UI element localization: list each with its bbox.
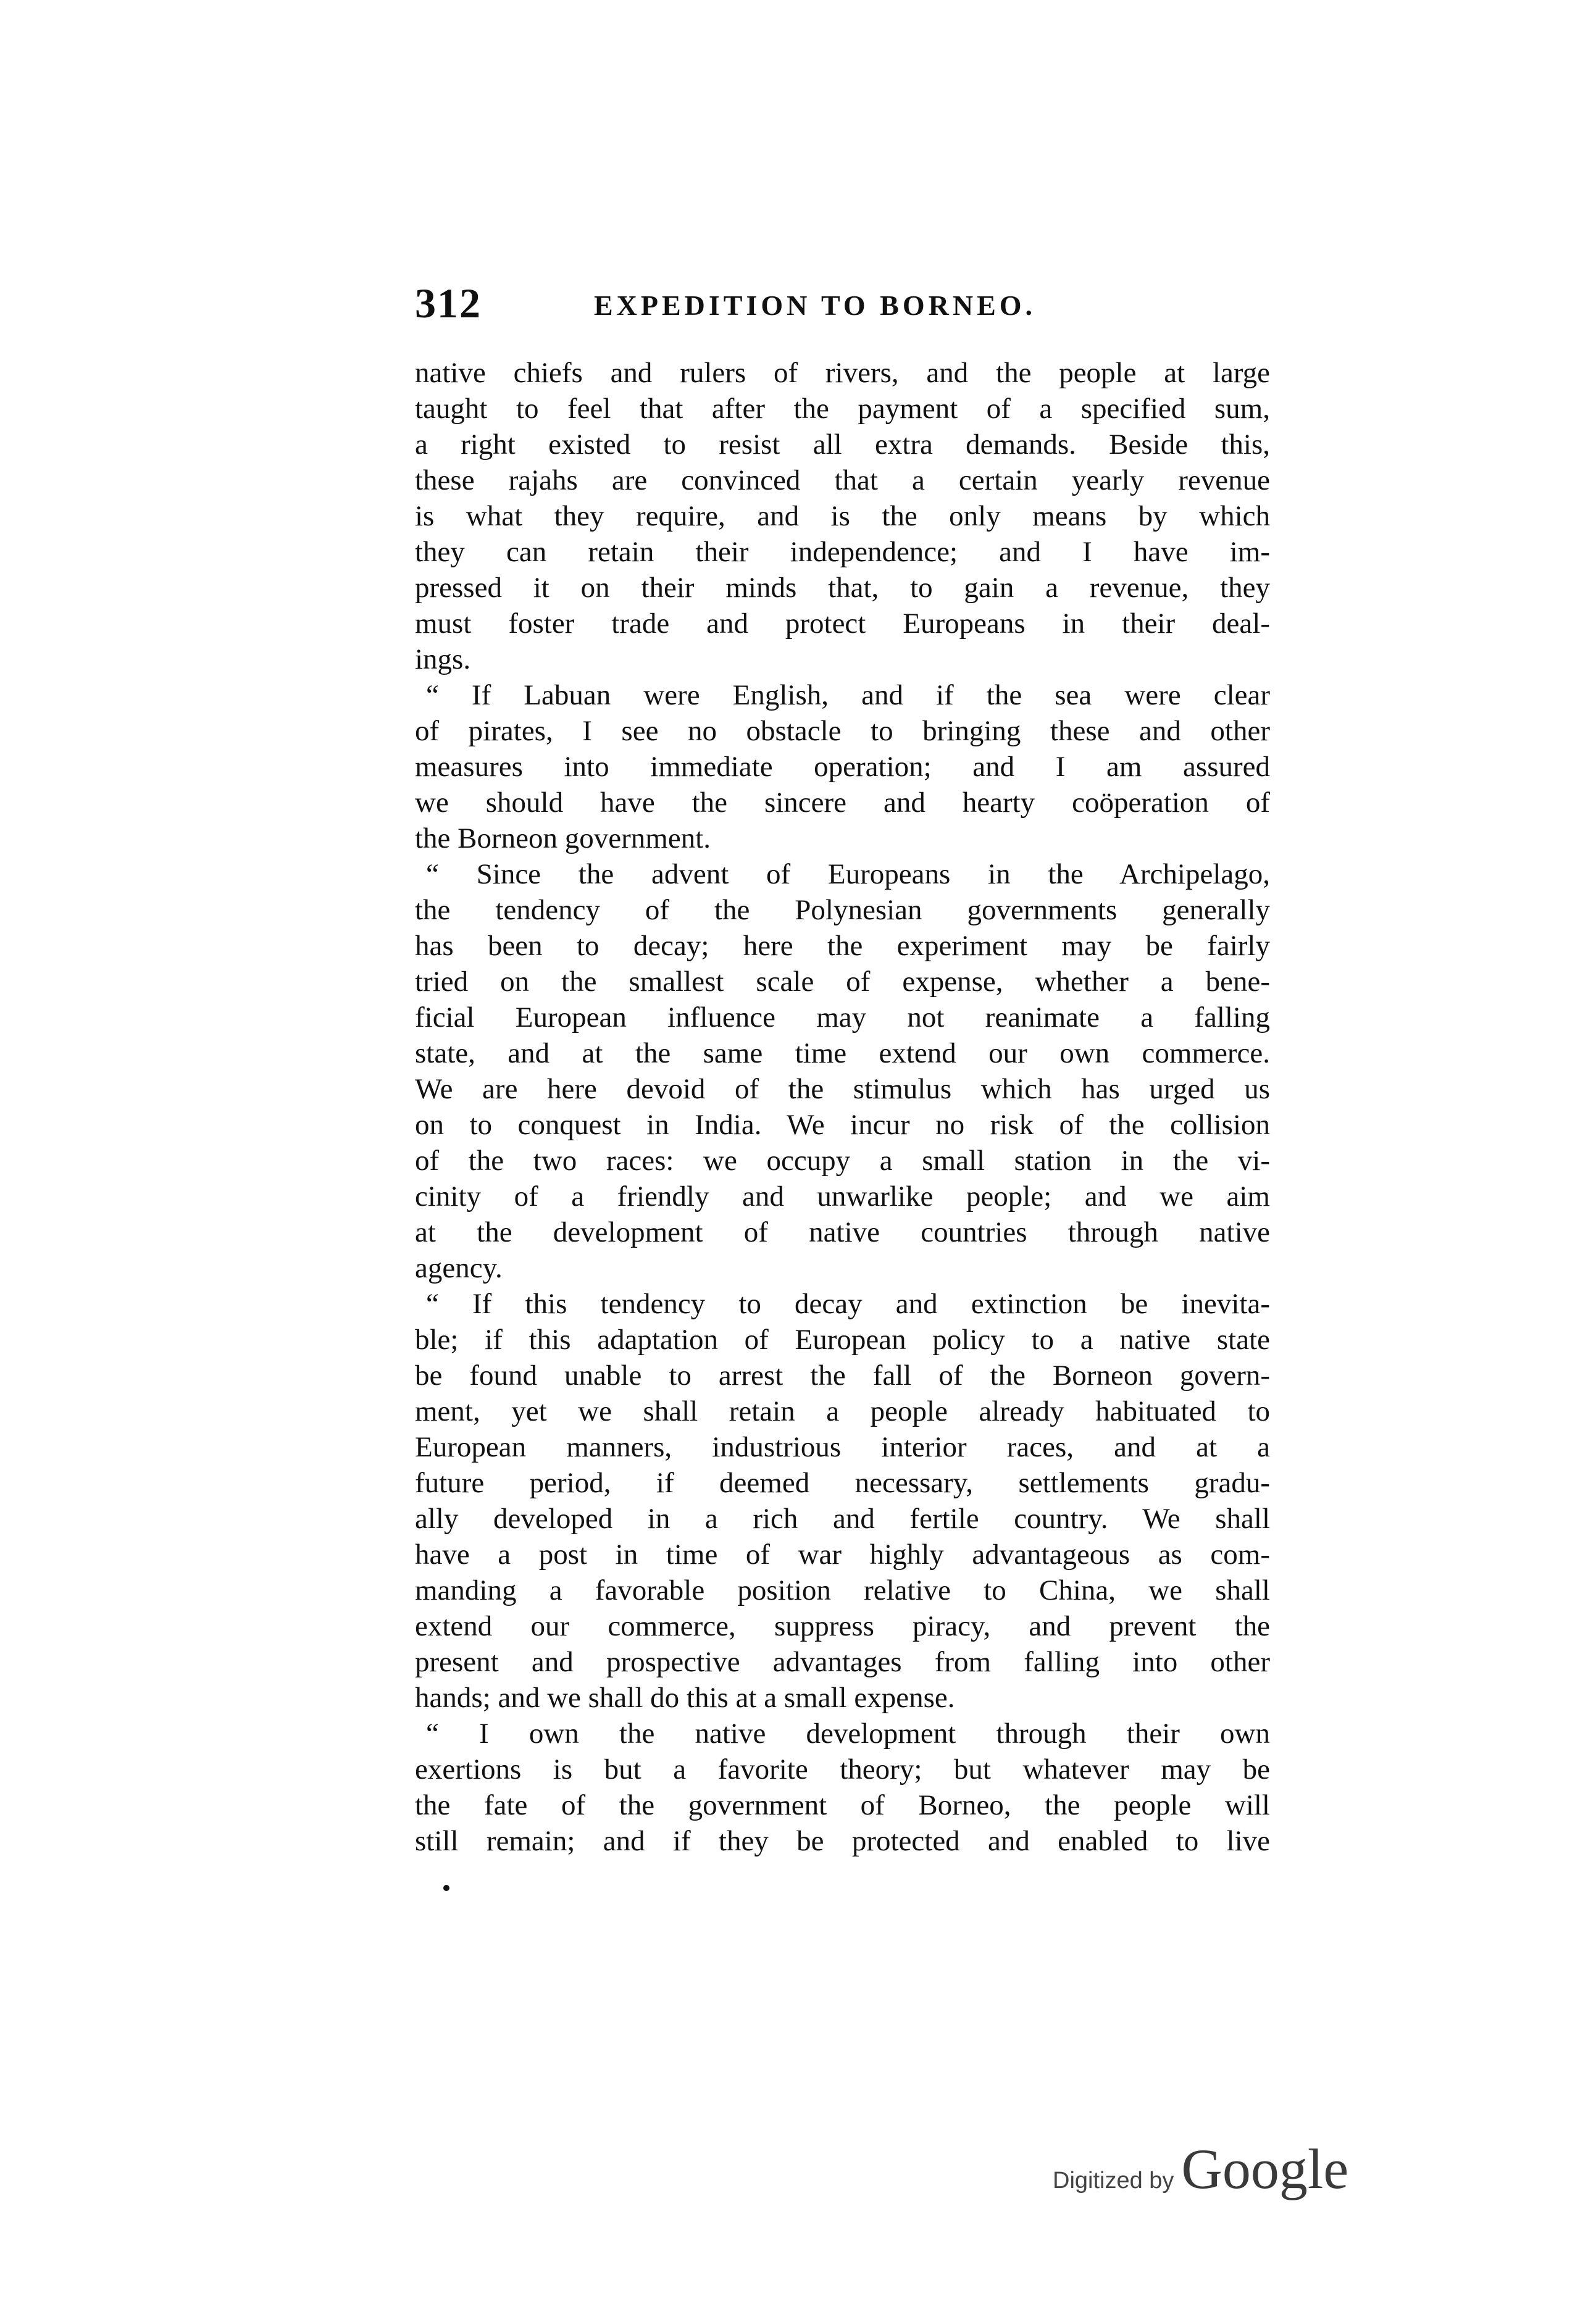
text-line: “ I own the native development through their own [426,1718,1270,1750]
text-line: exertions is but a favorite theory; but whatever may be [415,1753,1270,1785]
text-line: extend our commerce, suppress piracy, and prevent the [415,1610,1270,1642]
text-line: ings. [415,643,471,675]
text-line: has been to decay; here the experiment may be fairly [415,930,1270,962]
text-line: on to conquest in India. We incur no risk of the collision [415,1109,1270,1141]
text-line: cinity of a friendly and unwarlike people; and we aim [415,1180,1270,1213]
text-line: native chiefs and rulers of rivers, and the people at large [415,357,1270,389]
text-line: European manners, industrious interior races, and at a [415,1431,1270,1463]
google-logo: Google [1181,2137,1349,2200]
digitized-watermark [1053,2136,1348,2204]
body-text [415,355,1270,1859]
text-line: still remain; and if they be protected and enabled to live [415,1825,1270,1857]
watermark-prefix: Digitized by [1053,2168,1174,2194]
text-line: of the two races: we occupy a small station in the vi- [415,1145,1270,1177]
text-line: the Borneon government. [415,822,711,854]
text-line: agency. [415,1252,503,1284]
text-line: of pirates, I see no obstacle to bringing these and other [415,715,1270,747]
text-line: ble; if this adaptation of European policy to a native state [415,1324,1270,1356]
text-line: the tendency of the Polynesian governments generally [415,894,1270,926]
text-line: ally developed in a rich and fertile country. We shall [415,1503,1270,1535]
text-line: “ If this tendency to decay and extinction be inevita- [426,1288,1270,1320]
text-line: have a post in time of war highly advantageous as com- [415,1539,1270,1571]
text-line: be found unable to arrest the fall of the Borneon govern- [415,1359,1270,1392]
text-line: “ If Labuan were English, and if the sea were clear [426,679,1270,711]
text-line: measures into immediate operation; and I am assured [415,751,1270,783]
text-line: taught to feel that after the payment of a specified sum, [415,393,1270,425]
text-line: present and prospective advantages from falling into other [415,1646,1270,1678]
text-line: state, and at the same time extend our own commerce. [415,1037,1270,1069]
text-line: we should have the sincere and hearty coöperation of [415,787,1270,819]
text-line: future period, if deemed necessary, settlements gradu- [415,1467,1270,1499]
text-line: tried on the smallest scale of expense, whether a bene- [415,966,1270,998]
text-line: they can retain their independence; and I have im- [415,536,1270,568]
text-line: is what they require, and is the only means by which [415,500,1270,532]
text-line: ficial European influence may not reanimate a falling [415,1001,1270,1034]
text-line: “ Since the advent of Europeans in the Archipelago, [426,858,1270,890]
text-line: a right existed to resist all extra demands. Beside this, [415,428,1270,461]
text-line: at the development of native countries through native [415,1216,1270,1248]
text-line: the fate of the government of Borneo, the people will [415,1789,1270,1821]
text-line: pressed it on their minds that, to gain a revenue, they [415,572,1270,604]
text-line: ment, yet we shall retain a people already habituated to [415,1395,1270,1427]
running-head: EXPEDITION TO BORNEO. [594,290,1037,321]
text-line: hands; and we shall do this at a small expense. [415,1682,955,1714]
text-line: must foster trade and protect Europeans in their deal- [415,608,1270,640]
page-number: 312 [415,280,482,327]
text-line: We are here devoid of the stimulus which has urged us [415,1073,1270,1105]
page-header [415,272,1267,340]
text-line: these rajahs are convinced that a certain yearly revenue [415,464,1270,496]
text-line: manding a favorable position relative to China, we shall [415,1574,1270,1606]
stray-dot [443,1885,449,1891]
